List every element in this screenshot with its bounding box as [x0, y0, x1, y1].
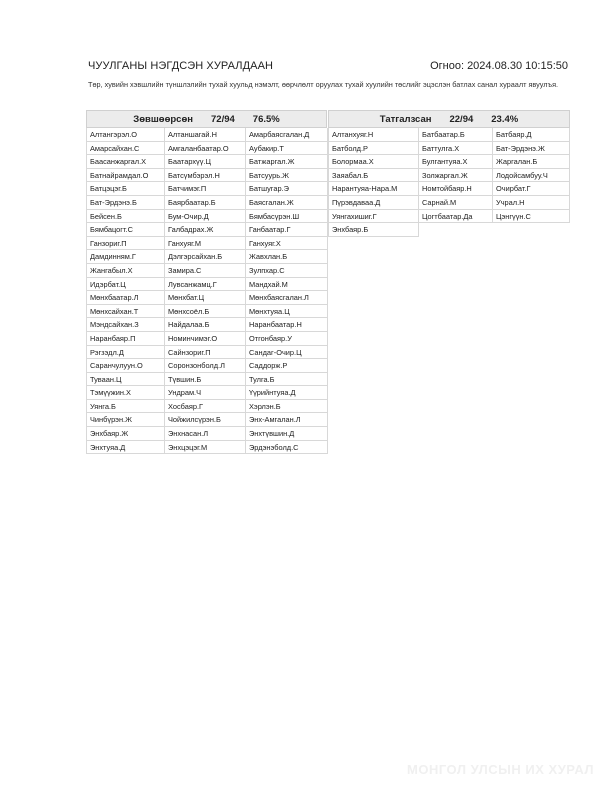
member-name-cell: Сандаг-Очир.Ц: [246, 346, 328, 360]
member-name-cell: Цэнгүүн.С: [493, 210, 570, 224]
member-name-cell: Амгаланбаатар.О: [165, 142, 246, 156]
member-name-cell: Мөнхсайхан.Т: [87, 305, 165, 319]
member-name-cell: Туваан.Ц: [87, 373, 165, 387]
member-name-cell: Мөнхбаатар.Л: [87, 291, 165, 305]
member-name-cell: Саддорж.Р: [246, 359, 328, 373]
member-name-cell: Ганхуяг.М: [165, 237, 246, 251]
member-name-cell: Батбаяр.Д: [493, 128, 570, 142]
member-name-cell: Бат-Эрдэнэ.Ж: [493, 142, 570, 156]
rejected-label: Татгалзсан: [379, 113, 432, 125]
member-name-cell: Пүрэвдаваа.Д: [328, 196, 419, 210]
member-name-cell: Эрдэнэболд.С: [246, 441, 328, 455]
member-name-cell: Ганхуяг.Х: [246, 237, 328, 251]
member-name-cell: Ундрам.Ч: [165, 386, 246, 400]
member-name-cell: Жангабыл.Х: [87, 264, 165, 278]
session-title: ЧУУЛГАНЫ НЭГДСЭН ХУРАЛДААН: [88, 60, 274, 72]
member-name-cell: Очирбат.Г: [493, 182, 570, 196]
member-name-cell: Энхтуяа.Д: [87, 441, 165, 455]
member-name-cell: Баасанжаргал.Х: [87, 155, 165, 169]
member-name-cell: Учрал.Н: [493, 196, 570, 210]
member-name-cell: Отгонбаяр.У: [246, 332, 328, 346]
member-name-cell: Мөнхбаясгалан.Л: [246, 291, 328, 305]
member-name-cell: Уянгахишиг.Г: [328, 210, 419, 224]
member-name-cell: Батжаргал.Ж: [246, 155, 328, 169]
watermark-text: МОНГОЛ УЛСЫН ИХ ХУРАЛ: [407, 762, 594, 777]
member-name-cell: Амарсайхан.С: [87, 142, 165, 156]
member-name-cell: Золжаргал.Ж: [419, 169, 493, 183]
member-name-cell: Рэгзэдл.Д: [87, 346, 165, 360]
member-name-cell: Алтаншагай.Н: [165, 128, 246, 142]
member-name-cell: Мандхай.М: [246, 278, 328, 292]
approved-label: Зөвшөөрсөн: [133, 113, 194, 125]
member-name-cell: Батбаатар.Б: [419, 128, 493, 142]
member-name-cell: Баясгалан.Ж: [246, 196, 328, 210]
session-date: Огноо: 2024.08.30 10:15:50: [430, 60, 568, 72]
member-name-cell: Соронзонболд.Л: [165, 359, 246, 373]
member-name-cell: Мөнхбат.Ц: [165, 291, 246, 305]
member-name-cell: Дэлгэрсайхан.Б: [165, 250, 246, 264]
rejected-percent: 23.4%: [491, 113, 519, 125]
rejected-count: 22/94: [449, 113, 474, 125]
member-name-cell: Жаргалан.Б: [493, 155, 570, 169]
member-name-cell: Зулпхар.С: [246, 264, 328, 278]
member-name-cell: Номинчимэг.О: [165, 332, 246, 346]
member-name-cell: Уянга.Б: [87, 400, 165, 414]
member-name-cell: Батсуурь.Ж: [246, 169, 328, 183]
member-name-cell: Батцэцэг.Б: [87, 182, 165, 196]
member-name-cell: Баатархүү.Ц: [165, 155, 246, 169]
member-name-cell: Идэрбат.Ц: [87, 278, 165, 292]
member-name-cell: Замира.С: [165, 264, 246, 278]
approved-header: [86, 110, 327, 128]
member-name-cell: Батнайрамдал.О: [87, 169, 165, 183]
member-name-cell: Энх-Амгалан.Л: [246, 413, 328, 427]
member-name-cell: Энхбаяр.Б: [328, 223, 419, 237]
member-name-cell: Галбадрах.Ж: [165, 223, 246, 237]
member-name-cell: Аубакир.Т: [246, 142, 328, 156]
member-name-cell: Үүрийнтуяа.Д: [246, 386, 328, 400]
member-name-cell: Алтангэрэл.О: [87, 128, 165, 142]
member-name-cell: Чинбүрэн.Ж: [87, 413, 165, 427]
member-name-cell: Түвшин.Б: [165, 373, 246, 387]
member-name-cell: Батсүмбэрэл.Н: [165, 169, 246, 183]
member-name-cell: Баярбаатар.Б: [165, 196, 246, 210]
rejected-names-grid: [328, 128, 570, 237]
member-name-cell: Энхтүвшин.Д: [246, 427, 328, 441]
member-name-cell: Сайнзориг.П: [165, 346, 246, 360]
member-name-cell: Баттулга.Х: [419, 142, 493, 156]
member-name-cell: Нарантуяа-Нара.М: [328, 182, 419, 196]
member-name-cell: Батчимэг.П: [165, 182, 246, 196]
member-name-cell: Ганзориг.П: [87, 237, 165, 251]
approved-panel: [86, 110, 327, 454]
member-name-cell: Бямбацогт.С: [87, 223, 165, 237]
member-name-cell: Хосбаяр.Г: [165, 400, 246, 414]
member-name-cell: Лувсанжамц.Г: [165, 278, 246, 292]
approved-names-grid: [86, 128, 327, 454]
member-name-cell: Бум-Очир.Д: [165, 210, 246, 224]
member-name-cell: Тэмүүжин.Х: [87, 386, 165, 400]
member-name-cell: Батшугар.Э: [246, 182, 328, 196]
member-name-cell: Бейсен.Б: [87, 210, 165, 224]
member-name-cell: Энхнасан.Л: [165, 427, 246, 441]
member-name-cell: Заяабал.Б: [328, 169, 419, 183]
member-name-cell: Лодойсамбуу.Ч: [493, 169, 570, 183]
member-name-cell: Батболд.Р: [328, 142, 419, 156]
member-name-cell: Энхбаяр.Ж: [87, 427, 165, 441]
member-name-cell: Мөнхсоёл.Б: [165, 305, 246, 319]
member-name-cell: Хэрлэн.Б: [246, 400, 328, 414]
member-name-cell: Тулга.Б: [246, 373, 328, 387]
member-name-cell: Цогтбаатар.Да: [419, 210, 493, 224]
member-name-cell: Саранчулуун.О: [87, 359, 165, 373]
approved-count: 72/94: [211, 113, 235, 125]
member-name-cell: Чойжилсүрэн.Б: [165, 413, 246, 427]
rejected-panel: [328, 110, 570, 237]
member-name-cell: Мэндсайхан.З: [87, 318, 165, 332]
member-name-cell: Амарбаясгалан.Д: [246, 128, 328, 142]
header: [88, 60, 568, 72]
member-name-cell: Болормаа.Х: [328, 155, 419, 169]
member-name-cell: Дамдинням.Г: [87, 250, 165, 264]
member-name-cell: Мөнхтуяа.Ц: [246, 305, 328, 319]
member-name-cell: Наранбаатар.Н: [246, 318, 328, 332]
member-name-cell: Алтанхуяг.Н: [328, 128, 419, 142]
rejected-header: [328, 110, 570, 128]
member-name-cell: Бямбасүрэн.Ш: [246, 210, 328, 224]
member-name-cell: Ганбаатар.Г: [246, 223, 328, 237]
member-name-cell: Найдалаа.Б: [165, 318, 246, 332]
member-name-cell: Бат-Эрдэнэ.Б: [87, 196, 165, 210]
vote-description: Төр, хувийн хэвшлийн түншлэлийн тухай хуульд нэмэлт, өөрчлөлт оруулах тухай хуулийн төслийг эцэслэн батлах санал хураалт явуулъя.: [88, 80, 559, 89]
approved-percent: 76.5%: [252, 113, 280, 125]
member-name-cell: Энхцэцэг.М: [165, 441, 246, 455]
member-name-cell: Сарнай.М: [419, 196, 493, 210]
member-name-cell: Наранбаяр.П: [87, 332, 165, 346]
member-name-cell: Булгантуяа.Х: [419, 155, 493, 169]
member-name-cell: Номтойбаяр.Н: [419, 182, 493, 196]
member-name-cell: Жавхлан.Б: [246, 250, 328, 264]
